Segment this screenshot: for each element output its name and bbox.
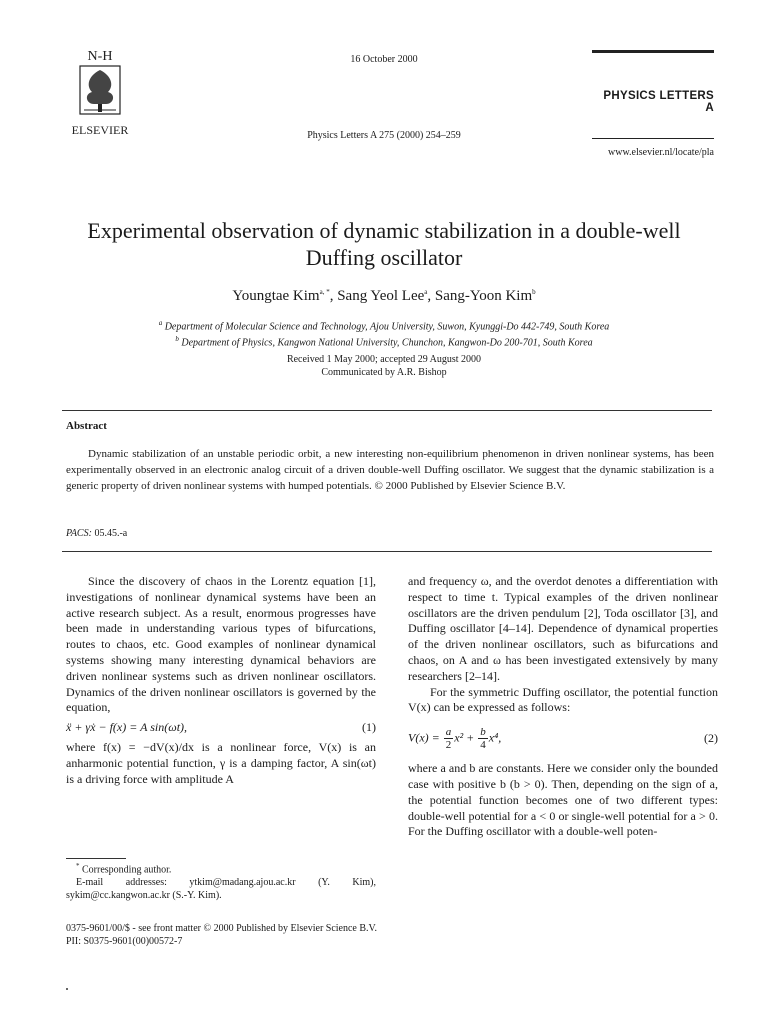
affiliation-text: Department of Molecular Science and Technology, Ajou University, Suwon, Kyunggi-Do 442-749, South Korea bbox=[164, 321, 610, 333]
header-rule-bottom bbox=[592, 138, 714, 139]
fraction-b-over-4 bbox=[478, 726, 488, 751]
received-dates: Received 1 May 2000; accepted 29 August 2000 bbox=[286, 354, 482, 365]
equation-number: (1) bbox=[362, 720, 376, 735]
equation-number: (2) bbox=[704, 730, 718, 745]
fraction-numerator: b bbox=[480, 726, 486, 739]
pii-line: PII: S0375-9601(00)00572-7 bbox=[66, 936, 183, 947]
journal-name: PHYSICS LETTERS A bbox=[603, 90, 714, 114]
body-paragraph: where a and b are constants. Here we consider only the bounded case with positive b (b > 0). Then, depending on the sign of a, the potential function becomes one of two different types: double-well potential for a < 0 or single-well potential for a > 0. For the Duffing oscillator with a double-well poten- bbox=[408, 761, 718, 839]
footnotes bbox=[66, 860, 376, 902]
body-column-right bbox=[408, 574, 718, 840]
author-name: Youngtae Kim bbox=[232, 288, 320, 304]
author-mark: a, * bbox=[319, 288, 330, 296]
body-paragraph: and frequency ω, and the overdot denotes a differentiation with respect to time t. Typical examples of the driven nonlinear oscillators are the driven pendulum [2], Toda oscillator [3], and Duffing oscillator [4–14]. Dependence of dynamical properties of the driven nonlinear oscillators, such as bifurcations and chaos, on A and ω has been investigated extensively by many researchers [2–14]. bbox=[408, 574, 718, 683]
affiliation-mark: b bbox=[175, 335, 179, 344]
footnote-rule bbox=[66, 858, 126, 859]
article-title: Experimental observation of dynamic stabilization in a double-well Duffing oscillator bbox=[87, 218, 681, 270]
abstract-rule-bottom bbox=[62, 551, 712, 552]
author-name: Sang-Yoon Kim bbox=[434, 288, 533, 304]
equation-1 bbox=[66, 720, 376, 736]
communicated-by: Communicated by A.R. Bishop bbox=[321, 367, 447, 378]
front-matter-info bbox=[66, 922, 377, 948]
issn-line: 0375-9601/00/$ - see front matter © 2000 Published by Elsevier Science B.V. bbox=[66, 923, 377, 934]
abstract-rule-top bbox=[62, 410, 712, 411]
received-info bbox=[60, 353, 708, 379]
affiliation-line bbox=[60, 333, 708, 349]
journal-reference: Physics Letters A 275 (2000) 254–259 bbox=[307, 130, 461, 141]
author-list: Youngtae Kim$^{a, *}$, Sang Yeol Lee$^a$, Sang-Yoon Kim$^b$ bbox=[232, 288, 536, 304]
author-mark: a bbox=[424, 288, 428, 296]
equation-term: x² + bbox=[454, 730, 475, 745]
equation-text: ẍ + γẋ − f(x) = A sin(ωt), bbox=[66, 720, 188, 735]
equation-lhs: V(x) = bbox=[408, 730, 440, 745]
author-mark: b bbox=[532, 288, 536, 296]
pacs-label: PACS: bbox=[66, 528, 92, 539]
body-paragraph: where f(x) = −dV(x)/dx is a nonlinear force, V(x) is an anharmonic potential function, γ is a damping factor, A sin(ωt) is a driving force with amplitude A bbox=[66, 739, 376, 786]
affiliation-line bbox=[60, 317, 708, 333]
equation-2 bbox=[408, 726, 718, 751]
footnote-mark: * bbox=[76, 862, 80, 870]
footnote-emails: E-mail addresses: ytkim@madang.ajou.ac.kr (Y. Kim), sykim@cc.kangwon.ac.kr (S.-Y. Kim). bbox=[66, 877, 376, 902]
equation-text bbox=[408, 726, 501, 751]
journal-url[interactable]: www.elsevier.nl/locate/pla bbox=[608, 147, 714, 158]
body-paragraph: For the symmetric Duffing oscillator, the potential function V(x) can be expressed as follows: bbox=[408, 684, 718, 715]
footnote-text: Corresponding author. bbox=[82, 864, 172, 876]
fraction-a-over-2 bbox=[444, 726, 454, 751]
abstract-heading: Abstract bbox=[66, 420, 107, 432]
body-paragraph: Since the discovery of chaos in the Lorentz equation [1], investigations of nonlinear dynamical systems have been an active research subject. As a result, enormous progresses have been made in understanding various types of bifurcations, routes to chaos, etc. Good examples of nonlinear dynamical systems showing many interesting dynamical behaviors are driven nonlinear systems such as driven nonlinear oscillators. Dynamics of the driven nonlinear oscillators is governed by the equation, bbox=[66, 574, 376, 715]
footnote-corresponding bbox=[66, 860, 376, 876]
affiliation-mark: a bbox=[158, 319, 163, 327]
affiliations bbox=[60, 317, 708, 350]
fraction-denominator: 2 bbox=[445, 739, 452, 752]
issue-date: 16 October 2000 bbox=[350, 54, 418, 65]
header-rule-top bbox=[592, 50, 714, 53]
logo-lettering: N-H bbox=[87, 49, 113, 64]
body-column-left bbox=[66, 574, 376, 787]
pacs-value: 05.45.-a bbox=[94, 528, 128, 539]
pacs-line bbox=[66, 528, 127, 539]
author-name: Sang Yeol Lee bbox=[337, 288, 425, 304]
abstract-text: Dynamic stabilization of an unstable periodic orbit, a new interesting non-equilibrium phenomenon in driven nonlinear systems, has been experimentally observed in an electronic analog circuit of a driven double-well Duffing oscillator. We suggest that the dynamic stabilization is a generic property of driven nonlinear systems with humped potentials. © 2000 Published by Elsevier Science B.V. bbox=[66, 448, 714, 492]
fraction-numerator: a bbox=[445, 726, 452, 739]
equation-term: x⁴, bbox=[488, 730, 502, 745]
fraction-denominator: 4 bbox=[480, 739, 486, 752]
publisher-name: ELSEVIER bbox=[71, 123, 129, 137]
affiliation-text: Department of Physics, Kangwon National University, Chunchon, Kangwon-Do 200-701, South Korea bbox=[181, 337, 593, 349]
page-mark bbox=[66, 988, 68, 990]
